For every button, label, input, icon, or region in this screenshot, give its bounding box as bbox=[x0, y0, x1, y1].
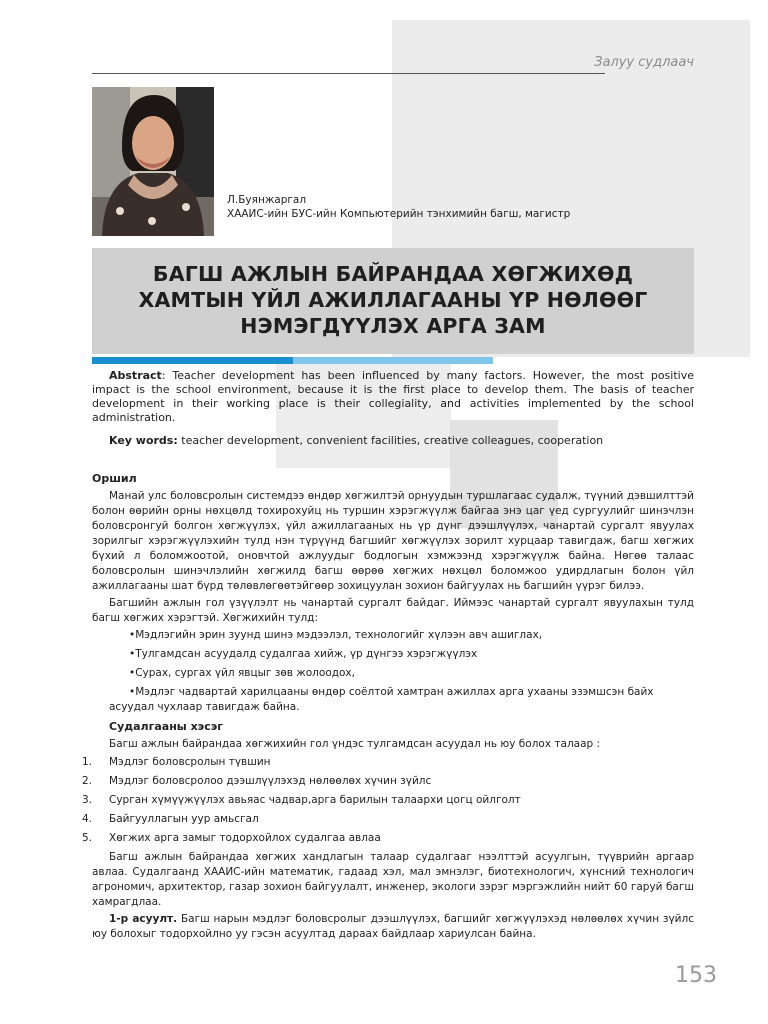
paragraph bbox=[92, 912, 694, 942]
author-photo bbox=[92, 87, 214, 236]
accent-bar-light bbox=[293, 357, 493, 364]
author-block bbox=[227, 193, 570, 221]
keywords-label: Key words: bbox=[109, 434, 178, 447]
list-item: •Тулгамдсан асуудалд судалгаа хийж, үр дүнгээ хэрэгжүүлэх bbox=[129, 648, 478, 660]
abstract bbox=[92, 369, 694, 425]
intro-heading: Оршил bbox=[92, 472, 137, 485]
author-name: Л.Буянжаргал bbox=[227, 194, 307, 206]
keywords bbox=[92, 434, 694, 448]
list-item: 1. Мэдлэг боловсролын түвшин bbox=[82, 756, 271, 768]
list-item: 2. Мэдлэг боловсролоо дээшлүүлэхэд нөлөөлөх хүчин зүйлс bbox=[82, 775, 432, 787]
list-item: 4. Байгууллагын уур амьсгал bbox=[82, 813, 259, 825]
question-label: 1-р асуулт. bbox=[109, 913, 178, 925]
accent-bar-dark bbox=[92, 357, 293, 364]
paragraph: Багш ажлын байрандаа хөгжихийн гол үндэс тулгамдсан асуудал нь юу болох талаар : bbox=[109, 738, 601, 750]
author-affiliation: ХААИС-ийн БУС-ийн Компьютерийн тэнхимийн багш, магистр bbox=[227, 208, 571, 220]
paragraph: Манай улс боловсролын системдээ өндөр хөгжилтэй орнуудын туршлагаас судалж, түүний дэвшилттэй болон өөрийн орны нөхцөлд тохирохуйц нь туршин хэрэгжүүлж байгаа энэ цаг үед сургуулийг шинэчлэн боловсронгуй болгон хөгжүүлэх, үйл ажиллагааных нь үр дүнг дээшлүүлэх, чанартай сургалт явуулах зорилгыг хэрэгжүүлэхийн тулд нэн түрүүнд багшийг хөгжүүлэх зорилт хурцаар тавигдаж, багш хөгжих бүхий л боломжоотой, оновчтой ажлуудыг бодлогын хэмжээнд хэрэгжүүлж байна. Нөгөө талаас боловсролын шинэчлэлийн хөгжилд багш өөрөө хөгжих нөхцөл боломжоо удирдлагын болон үйл ажиллагааны шат бүрд төлөвлөгөөтэйгөөр зохицуулан зохион байгуулах нь багшийн үүрэг билээ. bbox=[92, 490, 694, 592]
article-title bbox=[92, 248, 694, 354]
paragraph: Багш ажлын байрандаа хөгжих хандлагын талаар судалгааг нээлттэй асуулгын, түүврийн аргаар авлаа. Судалгаанд ХААИС-ийн математик, гадаад хэл, мал эмнэлэг, биотехнологич, хүнсний технологич агрономич, архитектор, газар зохион байгуулалт, инженер, экологи зэрэг мэргэжлийн нийт 60 гаруй багш хамрагдлаа. bbox=[92, 851, 694, 908]
abstract-label: Abstract bbox=[109, 369, 162, 382]
title-line: ХАМТЫН ҮЙЛ АЖИЛЛАГААНЫ ҮР НӨЛӨӨГ bbox=[138, 288, 648, 312]
journal-label: Залуу судлаач bbox=[594, 55, 694, 70]
list-item: •Сурах, сургах үйл явцыг зөв жолоодох, bbox=[129, 667, 355, 679]
page-number: 153 bbox=[675, 963, 717, 988]
list-item: •Мэдлэг чадвартай харилцааны өндөр соёлтой хамтран ажиллах арга ухааны эзэмшсэн байх асуудал чухлаар тавигдаж байна. bbox=[109, 686, 654, 713]
numbered-list bbox=[82, 755, 694, 846]
list-item: 3. Сурган хүмүүжүүлэх авьяас чадвар,арга барилын талаархи цогц ойлголт bbox=[82, 794, 521, 806]
bullet-list bbox=[92, 628, 694, 715]
title-line: НЭМЭГДҮҮЛЭХ АРГА ЗАМ bbox=[240, 314, 546, 338]
abstract-text: : Teacher development has been influenced by many factors. However, the most positive impact is the school environment, because it is the first place to develop them. The basis of teacher development in their working place is their collegiality, and activities implemented by the school administration. bbox=[92, 369, 694, 424]
question-text: Багш нарын мэдлэг боловсролыг дээшлүүлэх, багшийг хөгжүүлэхэд нөлөөлөх хүчин зүйлс юу болохыг тодорхойлно уу гэсэн асуултад дараах байдлаар хариулсан байна. bbox=[92, 913, 694, 940]
list-item: •Мэдлэгийн эрин зуунд шинэ мэдээлэл, технологийг хүлээн авч ашиглах, bbox=[129, 629, 543, 641]
title-line: БАГШ АЖЛЫН БАЙРАНДАА ХӨГЖИХӨД bbox=[152, 262, 634, 286]
keywords-text: teacher development, convenient facilities, creative colleagues, cooperation bbox=[177, 434, 604, 447]
research-heading: Судалгааны хэсэг bbox=[109, 720, 223, 733]
list-item: 5. Хөгжих арга замыг тодорхойлох судалгаа авлаа bbox=[82, 832, 381, 844]
header-divider bbox=[92, 73, 605, 74]
paragraph: Багшийн ажлын гол үзүүлэлт нь чанартай сургалт байдаг. Иймээс чанартай сургалт явуулахын тулд багш хөгжих хэрэгтэй. Хөгжихийн тулд: bbox=[92, 597, 694, 624]
article-body bbox=[82, 471, 694, 944]
